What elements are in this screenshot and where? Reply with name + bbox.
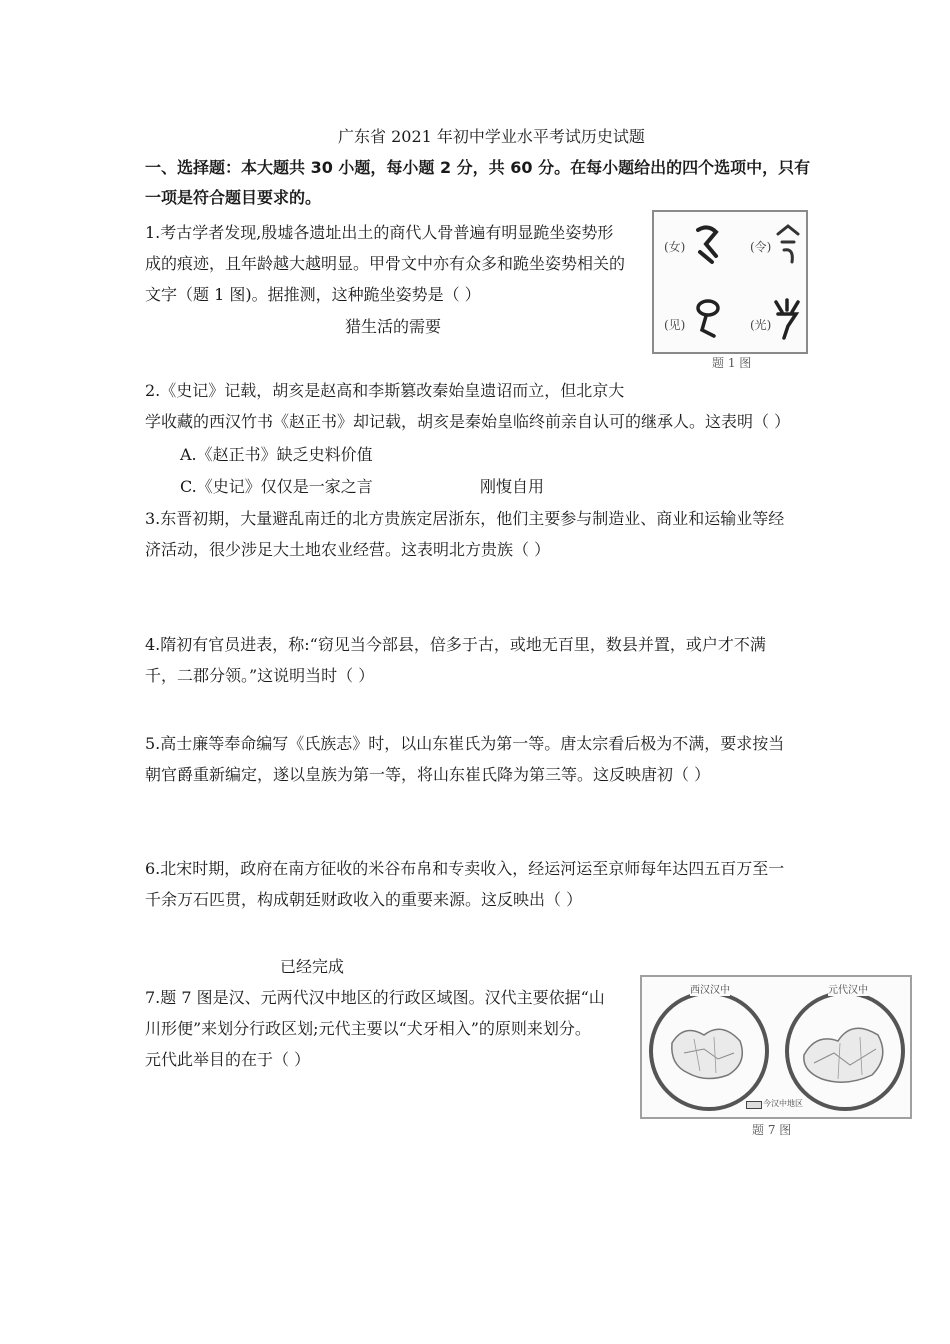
- q3-line-2: 济活动，很少涉足大土地农业经营。这表明北方贵族（ ）: [145, 540, 551, 559]
- q6-line-2: 千余万石匹贯，构成朝廷财政收入的重要来源。这反映出（ ）: [145, 890, 583, 909]
- q5-line-2: 朝官爵重新编定，遂以皇族为第一等，将山东崔氏降为第三等。这反映唐初（ ）: [145, 765, 711, 784]
- oracle-label-jian: (见): [664, 318, 686, 332]
- q2-line-2: 学收藏的西汉竹书《赵正书》却记载，胡亥是秦始皇临终前亲自认可的继承人。这表明（ ）: [145, 412, 791, 431]
- q7-line-1: 7.题 7 图是汉、元两代汉中地区的行政区域图。汉代主要依据“山: [145, 988, 605, 1007]
- q4-line-1: 4.隋初有官员进表，称:“窃见当今部县，倍多于古，或地无百里，数县并置，或户才不满: [145, 635, 766, 654]
- page-title: 广东省 2021 年初中学业水平考试历史试题: [338, 127, 645, 146]
- oracle-label-guang: (光): [750, 318, 772, 332]
- section-header-line-1: 一、选择题：本大题共 30 小题，每小题 2 分，共 60 分。在每小题给出的四个选项中，只有: [145, 158, 811, 177]
- oracle-label-nv: (女): [664, 240, 686, 254]
- oracle-glyph-guang-icon: [772, 296, 802, 342]
- figure-7-maps: [640, 975, 912, 1119]
- map-legend-label: 今汉中地区: [763, 1099, 803, 1108]
- q4-line-2: 千，二郡分领。”这说明当时（ ）: [145, 666, 375, 685]
- map-left-title: 西汉汉中: [690, 981, 730, 996]
- q7-line-2: 川形便”来划分行政区划;元代主要以“犬牙相入”的原则来划分。: [145, 1019, 591, 1038]
- figure-1-oracle-bone-characters: [652, 210, 808, 354]
- q6-option-fragment: 已经完成: [280, 957, 345, 976]
- section-header-line-2: 一项是符合题目要求的。: [145, 188, 322, 207]
- q1-line-2: 成的痕迹，且年龄越大越明显。甲骨文中亦有众多和跪坐姿势相关的: [145, 254, 626, 273]
- q7-line-3: 元代此举目的在于（ ）: [145, 1050, 311, 1069]
- q6-line-1: 6.北宋时期，政府在南方征收的米谷布帛和专卖收入，经运河运至京师每年达四五百万至一: [145, 859, 785, 878]
- q1-line-1: 1.考古学者发现,殷墟各遗址出土的商代人骨普遍有明显跪坐姿势形: [145, 223, 614, 242]
- q3-line-1: 3.东晋初期，大量避乱南迁的北方贵族定居浙东，他们主要参与制造业、商业和运输业等经: [145, 509, 785, 528]
- q2-option-c: C.《史记》仅仅是一家之言: [180, 477, 373, 496]
- q5-line-1: 5.高士廉等奉命编写《氏族志》时，以山东崔氏为第一等。唐太宗看后极为不满，要求按当: [145, 734, 785, 753]
- figure-1-caption: 题 1 图: [712, 356, 752, 370]
- oracle-label-ling: (令): [750, 240, 772, 254]
- oracle-glyph-nv-icon: [692, 222, 722, 266]
- map-yuan-icon: [780, 983, 910, 1113]
- map-right-title: 元代汉中: [828, 981, 868, 996]
- q2-option-fragment: 刚愎自用: [480, 477, 545, 496]
- map-west-han-icon: [644, 983, 774, 1113]
- figure-7-caption: 题 7 图: [752, 1123, 792, 1137]
- oracle-glyph-jian-icon: [692, 296, 724, 342]
- q2-option-a: A.《赵正书》缺乏史料价值: [180, 445, 373, 464]
- q2-line-1: 2.《史记》记载，胡亥是赵高和李斯篡改秦始皇遗诏而立，但北京大: [145, 381, 625, 400]
- map-legend-swatch: [746, 1101, 762, 1109]
- q1-line-3: 文字（题 1 图)。据推测，这种跪坐姿势是（ ）: [145, 285, 481, 304]
- q1-option-fragment: 猎生活的需要: [345, 317, 442, 336]
- oracle-glyph-ling-icon: [774, 222, 802, 266]
